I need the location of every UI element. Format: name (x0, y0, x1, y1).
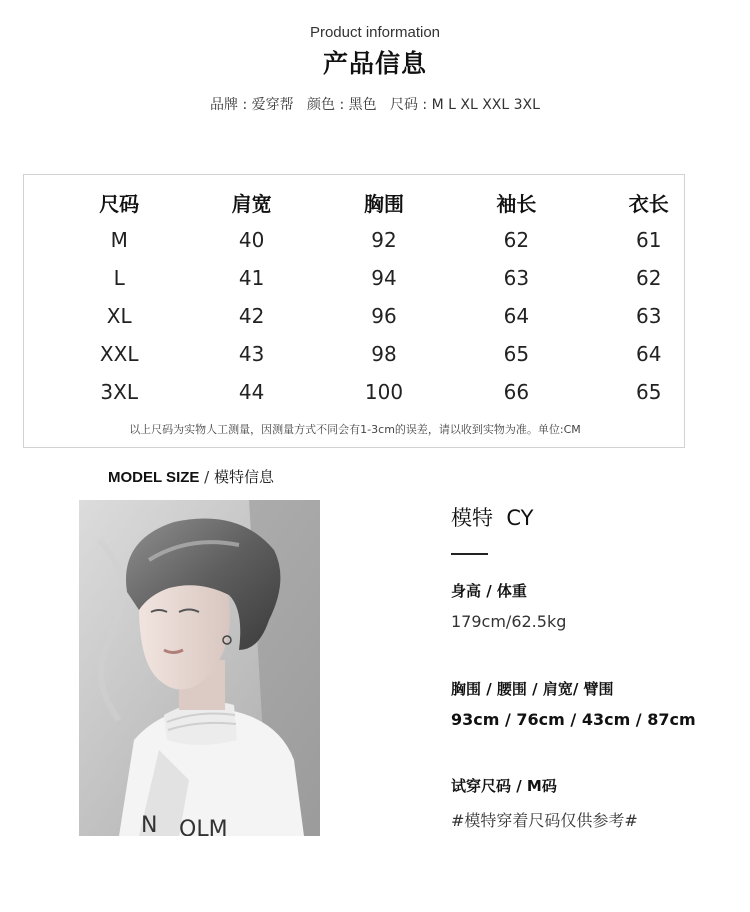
page-title: 产品信息 (322, 49, 427, 78)
measurements-value: 93cm / 76cm / 43cm / 87cm (451, 710, 696, 729)
table-cell: 65 (636, 380, 662, 404)
fit-size-note: #模特穿着尺码仅供参考# (451, 811, 638, 830)
table-cell: 44 (238, 380, 265, 404)
model-heading-en: MODEL SIZE (108, 469, 200, 486)
table-cell: M (110, 228, 128, 252)
table-header-row (53, 183, 715, 221)
column-header: 衣长 (628, 191, 669, 216)
table-cell: 65 (503, 342, 530, 366)
model-heading-separator: / (199, 468, 214, 486)
table-cell: 63 (636, 304, 662, 328)
column-header: 袖长 (496, 191, 537, 216)
size-chart (23, 174, 685, 448)
table-cell: 63 (503, 266, 530, 290)
table-cell: 40 (238, 228, 265, 252)
model-heading-cn: 模特信息 (214, 468, 275, 486)
table-cell: 41 (238, 266, 265, 290)
table-cell: 66 (503, 380, 530, 404)
table-cell: 61 (636, 228, 662, 252)
table-cell: 98 (371, 342, 397, 366)
table-cell: L (113, 266, 125, 290)
table-cell: 96 (371, 304, 397, 328)
column-header: 尺码 (99, 191, 140, 216)
divider (451, 553, 488, 555)
table-cell: 94 (371, 266, 397, 290)
table-row (53, 297, 715, 335)
size-table (53, 183, 715, 411)
table-row (53, 259, 715, 297)
model-size-heading (108, 466, 274, 487)
fit-size-label: 试穿尺码 / M码 (451, 777, 557, 795)
table-cell: 62 (503, 228, 530, 252)
model-name: 模特 CY (451, 506, 534, 530)
table-cell: 3XL (100, 380, 138, 404)
product-meta-line: 品牌 : 爱穿帮 颜色 : 黑色 尺码 : M L XL XXL 3XL (210, 97, 540, 113)
height-weight-label: 身高 / 体重 (451, 582, 527, 600)
table-row (53, 335, 715, 373)
height-weight-value: 179cm/62.5kg (451, 612, 567, 631)
table-cell: 64 (636, 342, 662, 366)
table-cell: 92 (371, 228, 397, 252)
table-row (53, 373, 715, 411)
subtitle-en: Product information (309, 24, 441, 41)
table-cell: XL (106, 304, 132, 328)
table-cell: 43 (238, 342, 265, 366)
column-header: 胸围 (363, 191, 404, 216)
measurements-label: 胸围 / 腰围 / 肩宽/ 臂围 (451, 680, 614, 698)
column-header: 肩宽 (231, 191, 272, 216)
size-note: 以上尺码为实物人工测量，因测量方式不同会有1-3cm的误差，请以收到实物为准。单位:CM (129, 423, 581, 436)
table-cell: XXL (99, 342, 139, 366)
table-cell: 64 (503, 304, 530, 328)
table-cell: 62 (636, 266, 662, 290)
table-cell: 42 (238, 304, 265, 328)
table-row (53, 221, 715, 259)
model-photo (79, 500, 320, 836)
svg-text:N: N (141, 813, 158, 836)
table-cell: 100 (364, 380, 404, 404)
svg-text:OLM: OLM (179, 817, 228, 836)
